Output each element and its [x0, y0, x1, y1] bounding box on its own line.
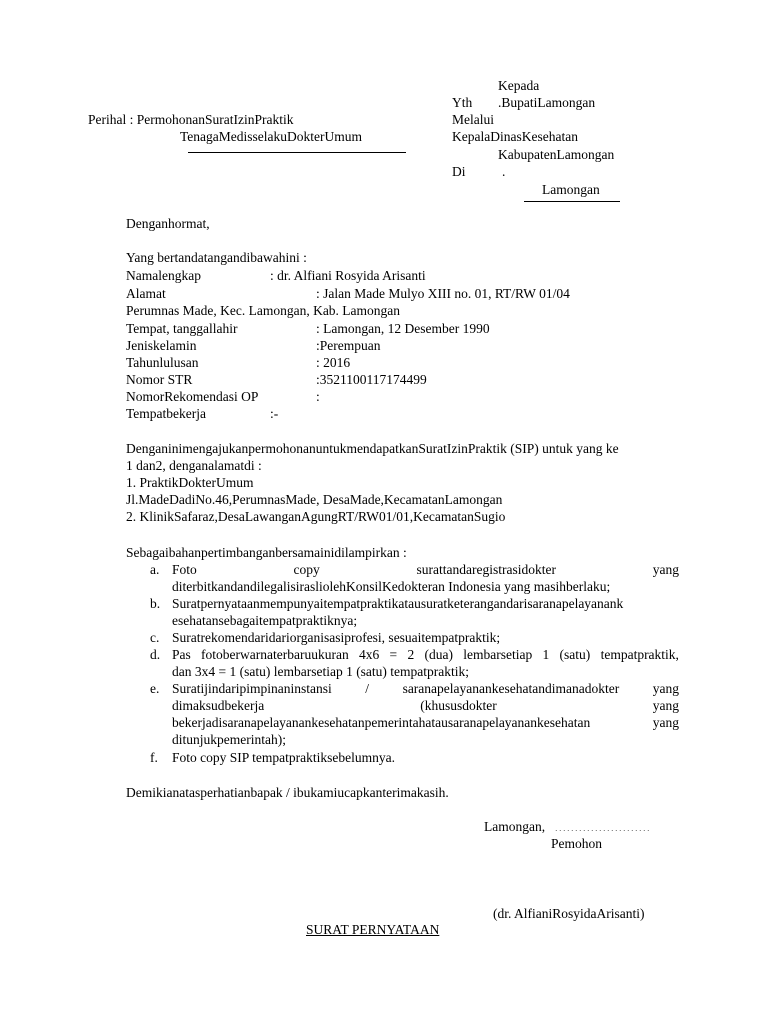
attachment-d-line1: [172, 646, 679, 663]
attachment-word: saranapelayanankesehatandimanadokter: [402, 681, 620, 696]
list-marker: d.: [150, 647, 161, 662]
di-dot: .: [502, 164, 506, 179]
attachment-c-line1: Suratrekomendaridariorganisasiprofesi, sesuaitempatpraktik;: [172, 630, 501, 645]
attachment-word: =: [389, 647, 398, 662]
identity-value: : 2016: [316, 355, 351, 370]
di-text: Di: [452, 164, 466, 179]
attachment-word: yang: [652, 698, 679, 713]
attachment-word: lembarsetiap: [463, 647, 533, 662]
identity-label: Tahunlulusan: [126, 355, 199, 370]
attachment-word: Foto: [172, 562, 197, 577]
intro-text: Yang bertandatangandibawahini :: [126, 250, 307, 265]
perihal-line1: Perihal : PermohonanSuratIzinPraktik: [88, 112, 294, 127]
identity-label: Alamat: [126, 286, 166, 301]
perihal-line2: TenagaMedisselakuDokterUmum: [180, 129, 363, 144]
signature-name: (dr. AlfianiRosyidaArisanti): [493, 906, 645, 921]
identity-value: :: [316, 389, 320, 404]
attachment-f-line1: Foto copy SIP tempatpraktiksebelumnya.: [172, 750, 395, 765]
attachment-e-line4: ditunjukpemerintah);: [172, 732, 286, 747]
perihal-underline: [188, 152, 406, 153]
identity-label: Jeniskelamin: [126, 338, 197, 353]
attachment-word: dimaksudbekerja: [172, 698, 265, 713]
identity-label: Tempat, tanggallahir: [126, 321, 238, 336]
melalui-text: Melalui: [452, 112, 494, 127]
kepada-text: Kepada: [498, 78, 540, 93]
request-line2: 1 dan2, denganalamatdi :: [126, 458, 262, 473]
attachment-b-line1: Suratpernyataanmempunyaitempatpraktikatausuratketerangandarisaranapelayanank: [172, 596, 624, 611]
list-marker: b.: [150, 596, 161, 611]
identity-value: : Lamongan, 12 Desember 1990: [316, 321, 490, 336]
identity-label: Namalengkap: [126, 268, 201, 283]
closing-text: Demikianatasperhatianbapak / ibukamiucapkanterimakasih.: [126, 785, 449, 800]
identity-label: Nomor STR: [126, 372, 193, 387]
signature-place: Lamongan,: [484, 819, 546, 834]
attachment-e-line1: [172, 680, 679, 697]
attachment-word: yang: [652, 715, 679, 730]
attachment-word: Pas: [172, 647, 191, 662]
attachment-word: 2: [407, 647, 415, 662]
city-underline: [524, 201, 620, 202]
attachment-word: yang: [652, 562, 679, 577]
request-line5: 2. KlinikSafaraz,DesaLawanganAgungRT/RW01/01,KecamatanSugio: [126, 509, 506, 524]
bupati-text: .BupatiLamongan: [498, 95, 596, 110]
attachments-intro: Sebagaibahanpertimbanganbersamainidilampirkan :: [126, 545, 407, 560]
identity-value: :-: [270, 406, 279, 421]
attachment-b-line2: esehatansebagaitempatpraktiknya;: [172, 613, 358, 628]
attachment-word: (dua): [424, 647, 453, 662]
attachment-word: 4x6: [359, 647, 380, 662]
attachment-word: yang: [652, 681, 679, 696]
next-section-title: SURAT PERNYATAAN: [306, 922, 440, 937]
attachment-a-line2: diterbitkandandilegalisirasliolehKonsilKedokteran Indonesia yang masihberlaku;: [172, 579, 611, 594]
kabupaten-text: KabupatenLamongan: [498, 147, 615, 162]
list-marker: f.: [150, 750, 158, 765]
attachment-word: surattandaregistrasidokter: [416, 562, 556, 577]
attachment-word: bekerjadisaranapelayanankesehatanpemerintahatausaranapelayanankesehatan: [172, 715, 591, 730]
attachment-e-line2: [172, 697, 679, 714]
list-marker: e.: [150, 681, 160, 696]
attachment-e-line3: [172, 714, 679, 731]
signature-role: Pemohon: [551, 836, 603, 851]
attachment-word: Suratijindaripimpinaninstansi: [172, 681, 332, 696]
attachment-d-line2: dan 3x4 = 1 (satu) lembarsetiap 1 (satu) tempatpraktik;: [172, 664, 470, 679]
request-line4: Jl.MadeDadiNo.46,PerumnasMade, DesaMade,KecamatanLamongan: [126, 492, 503, 507]
attachment-a-line1: [172, 561, 679, 578]
list-marker: a.: [150, 562, 160, 577]
list-marker: c.: [150, 630, 160, 645]
address-continuation: Perumnas Made, Kec. Lamongan, Kab. Lamongan: [126, 303, 401, 318]
identity-label: NomorRekomendasi OP: [126, 389, 259, 404]
request-line3: 1. PraktikDokterUmum: [126, 475, 254, 490]
attachment-word: 1: [542, 647, 550, 662]
attachment-word: copy: [293, 562, 320, 577]
attachment-word: /: [365, 681, 370, 696]
attachment-word: fotoberwarnaterbaruukuran: [201, 647, 349, 662]
attachment-word: (satu): [559, 647, 591, 662]
yth-text: Yth: [452, 95, 473, 110]
request-line1: Denganinimengajukanpermohonanuntukmendapatkan​SuratIzinPraktik (SIP) untuk yang ke: [126, 441, 619, 456]
signature-date-dots: ........................: [555, 823, 652, 833]
identity-value: :3521100117174499: [316, 372, 427, 387]
identity-value: : Jalan Made Mulyo XIII no. 01, RT/RW 01/04: [316, 286, 570, 301]
city-text: Lamongan: [542, 182, 600, 197]
identity-value: :Perempuan: [316, 338, 381, 353]
kepala-dinas-text: KepalaDinasKesehatan: [452, 129, 578, 144]
greeting: Denganhormat,: [126, 216, 210, 231]
identity-label: Tempatbekerja: [126, 406, 207, 421]
attachment-word: tempatpraktik,: [600, 647, 679, 662]
attachment-word: (khususdokter: [420, 698, 497, 713]
identity-value: : dr. Alfiani Rosyida Arisanti: [270, 268, 426, 283]
